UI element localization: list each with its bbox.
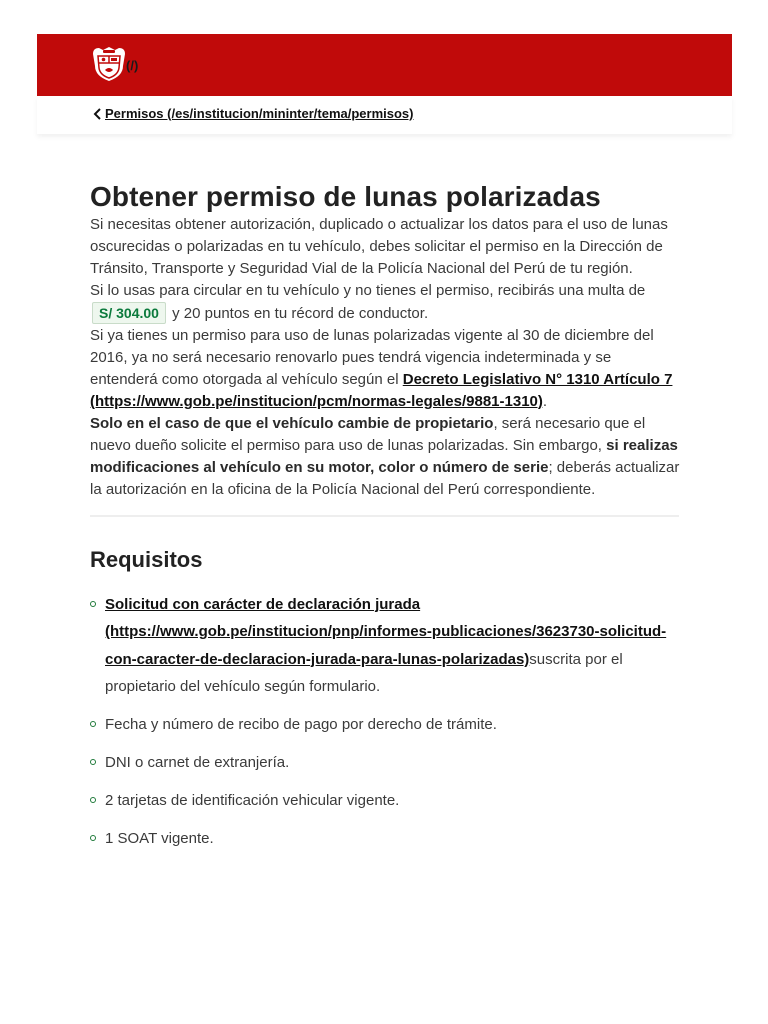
intro-paragraph: Si necesitas obtener autorización, duplicado o actualizar los datos para el uso de lunas oscurecidas o polarizadas en tu vehículo, debes solicitar el permiso en la Dirección de Tránsito, Transporte y Seguridad Vial de la Policía Nacional del Perú de tu región. <box>90 215 668 277</box>
chevron-left-icon <box>93 107 103 121</box>
home-logo-link[interactable] <box>89 44 138 84</box>
section-divider <box>90 515 679 517</box>
requirements-list <box>90 591 680 853</box>
header-bar <box>37 34 732 96</box>
requirements-title: Requisitos <box>90 546 203 572</box>
bullet-icon <box>90 721 96 727</box>
validity-text: Si ya tienes un permiso para uso de lunas polarizadas vigente al 30 de diciembre del 2016, ya no será necesario renovarlo pues tendrá vigencia indeterminada y se entenderá como otorgada al vehículo según el <box>90 326 654 388</box>
modifications-bold: si realizas modificaciones al vehículo en su motor, color o número de serie <box>90 436 678 476</box>
peru-coat-of-arms-icon <box>89 44 129 84</box>
breadcrumb-bar <box>37 96 732 134</box>
list-item-text: 1 SOAT vigente. <box>105 829 214 847</box>
list-item <box>90 787 680 815</box>
list-item-text: DNI o carnet de extranjería. <box>105 753 290 771</box>
breadcrumb-link-permisos[interactable]: Permisos (/es/institucion/mininter/tema/permisos) <box>105 106 414 121</box>
list-item-text: suscrita por el propietario del vehículo según formulario. <box>105 650 623 696</box>
main-content <box>90 180 680 863</box>
owner-change-bold: Solo en el caso de que el vehículo cambie de propietario <box>90 414 494 432</box>
page-title: Obtener permiso de lunas polarizadas <box>90 181 601 212</box>
bullet-icon <box>90 759 96 765</box>
fine-text-after: y 20 puntos en tu récord de conductor. <box>172 304 429 322</box>
fine-price-badge: S/ 304.00 <box>92 302 166 324</box>
owner-change-text: , será necesario que el nuevo dueño solicite el permiso para uso de lunas polarizadas. Sin embargo, <box>90 414 646 454</box>
owner-change-paragraph <box>90 413 680 501</box>
fine-text-before: Si lo usas para circular en tu vehículo y no tienes el permiso, recibirás una multa de <box>90 281 646 299</box>
list-item <box>90 825 680 853</box>
list-item <box>90 749 680 777</box>
bullet-icon <box>90 797 96 803</box>
owner-change-end: ; deberás actualizar la autorización en la oficina de la Policía Nacional del Perú correspondiente. <box>90 458 680 498</box>
bullet-icon <box>90 601 96 607</box>
breadcrumb <box>93 106 413 121</box>
solicitud-form-link[interactable]: Solicitud con carácter de declaración jurada (https://www.gob.pe/institucion/pnp/informes-publicaciones/3623730-solicitud-con-caracter-de-declaracion-jurada-para-lunas-polarizadas) <box>105 595 667 668</box>
fine-paragraph <box>90 280 680 325</box>
validity-paragraph <box>90 325 680 413</box>
list-item-text: Fecha y número de recibo de pago por derecho de trámite. <box>105 715 497 733</box>
decreto-legislativo-link[interactable]: Decreto Legislativo N° 1310 Artículo 7 (https://www.gob.pe/institucion/pcm/normas-legales/9881-1310) <box>90 370 673 410</box>
bullet-icon <box>90 835 96 841</box>
validity-text-end: . <box>542 392 548 410</box>
list-item <box>90 711 680 739</box>
list-item <box>90 591 680 701</box>
logo-link-text: (/) <box>126 57 139 73</box>
list-item-text: 2 tarjetas de identificación vehicular vigente. <box>105 791 400 809</box>
